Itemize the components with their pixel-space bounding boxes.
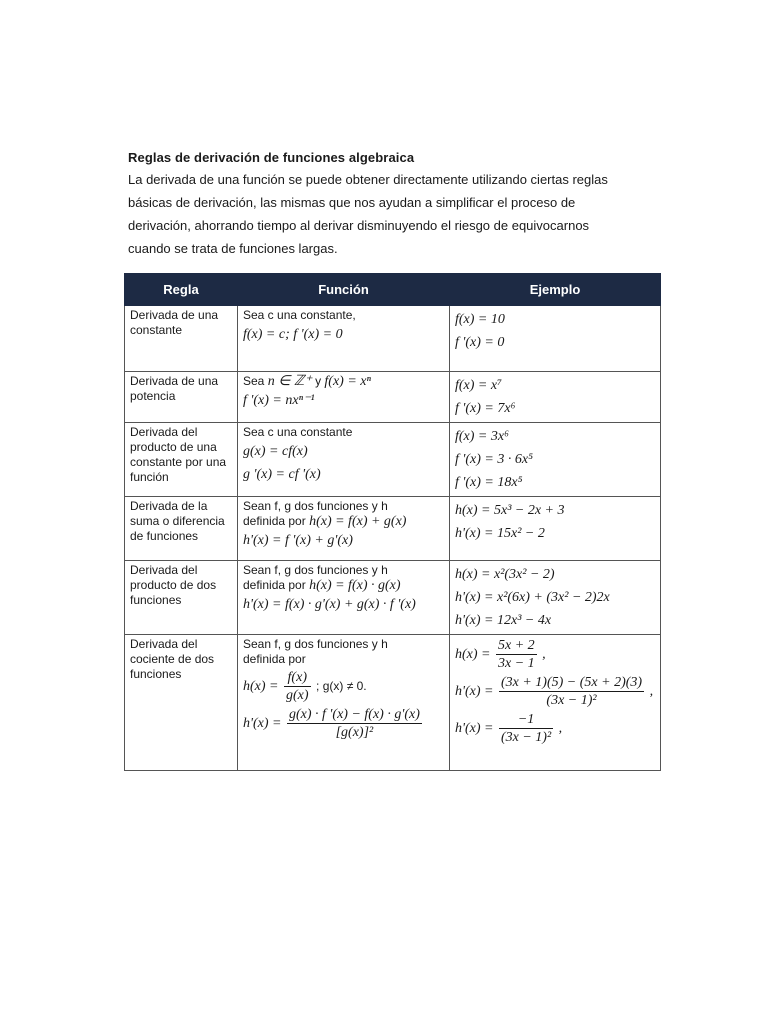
rule-cell: Derivada de una constante <box>125 306 238 372</box>
fraction <box>496 637 537 672</box>
formula-lhs: h'(x) = <box>455 684 494 699</box>
intro-line: derivación, ahorrando tiempo al derivar disminuyendo el riesgo de equivocarnos <box>128 218 590 233</box>
derivation-rules-table <box>124 273 661 771</box>
rule-cell: Derivada de la suma o diferencia de funciones <box>125 497 238 561</box>
fraction-denominator: (3x − 1)² <box>500 730 552 745</box>
function-formula: h(x) = f(x) · g(x) <box>309 578 401 593</box>
example-cell <box>450 306 661 372</box>
fraction-numerator: (3x + 1)(5) − (5x + 2)(3) <box>500 675 643 690</box>
example-formula <box>455 637 655 672</box>
header-funcion: Función <box>238 274 450 306</box>
example-formula: h(x) = 5x³ − 2x + 3 <box>455 503 565 518</box>
rule-cell: Derivada del producto de una constante por una función <box>125 423 238 497</box>
function-line <box>243 514 406 528</box>
fraction-denominator: [g(x)]² <box>335 725 374 740</box>
fraction <box>499 711 553 746</box>
example-formula: f '(x) = 18x⁵ <box>455 475 523 490</box>
table-row <box>125 561 661 635</box>
fraction-numerator: 5x + 2 <box>498 638 535 653</box>
example-formula: f(x) = x⁷ <box>455 378 502 393</box>
function-cell <box>238 423 450 497</box>
example-cell <box>450 497 661 561</box>
table-row <box>125 306 661 372</box>
example-formula: f '(x) = 7x⁶ <box>455 401 516 416</box>
table-row <box>125 423 661 497</box>
formula-lhs: h'(x) = <box>243 716 282 731</box>
fraction <box>287 706 422 741</box>
table-row <box>125 497 661 561</box>
formula-lhs: h(x) = <box>243 679 279 694</box>
function-text: definida por <box>243 514 306 528</box>
function-text: Sean f, g dos funciones y h <box>243 563 388 577</box>
function-formula: h(x) = f(x) + g(x) <box>309 514 407 529</box>
function-formula: n ∈ ℤ⁺ <box>267 374 312 389</box>
fraction-denominator: (3x − 1)² <box>546 693 597 708</box>
function-formula: h'(x) = f '(x) + g'(x) <box>243 533 353 548</box>
function-formula: g(x) = cf(x) <box>243 444 308 459</box>
rule-cell: Derivada de una potencia <box>125 372 238 423</box>
intro-paragraph <box>128 168 673 260</box>
intro-line: básicas de derivación, las mismas que nos ayudan a simplificar el proceso de <box>128 195 576 210</box>
function-text: Sean f, g dos funciones y h <box>243 499 388 513</box>
function-text: Sea c una constante, <box>243 308 356 322</box>
function-text: definida por <box>243 578 306 592</box>
example-formula: f '(x) = 3 · 6x⁵ <box>455 452 533 467</box>
example-cell <box>450 372 661 423</box>
table-header-row <box>125 274 661 306</box>
function-cell <box>238 561 450 635</box>
document-title: Reglas de derivación de funciones algebraica <box>128 150 415 165</box>
table-row <box>125 635 661 771</box>
example-cell <box>450 635 661 771</box>
formula-lhs: h'(x) = <box>455 721 494 736</box>
example-formula: f '(x) = 0 <box>455 335 505 350</box>
formula-punctuation: , <box>649 684 654 699</box>
function-formula: f(x) = xⁿ <box>324 374 371 389</box>
function-line <box>243 374 371 388</box>
function-text: Sea <box>243 374 265 388</box>
intro-line: cuando se trata de funciones largas. <box>128 241 338 256</box>
example-formula: f(x) = 3x⁶ <box>455 429 509 444</box>
fraction-numerator: f(x) <box>284 669 311 687</box>
example-cell <box>450 423 661 497</box>
fraction <box>499 674 644 709</box>
function-formula: f '(x) = nxⁿ⁻¹ <box>243 393 315 408</box>
example-formula <box>455 711 655 746</box>
fraction-numerator: −1 <box>499 711 553 729</box>
function-formula: f(x) = c; f '(x) = 0 <box>243 327 343 342</box>
example-formula <box>455 674 655 709</box>
function-text: y <box>315 374 322 388</box>
function-cell <box>238 497 450 561</box>
formula-punctuation: , <box>542 647 546 662</box>
fraction-denominator: g(x) <box>286 688 309 703</box>
example-formula: f(x) = 10 <box>455 312 505 327</box>
function-text: Sean f, g dos funciones y h <box>243 637 388 651</box>
function-text: definida por <box>243 652 306 666</box>
example-formula: h'(x) = 12x³ − 4x <box>455 613 552 628</box>
quotient-rule-formula <box>243 706 444 741</box>
table-row <box>125 372 661 423</box>
example-formula: h'(x) = 15x² − 2 <box>455 526 545 541</box>
function-formula: h'(x) = f(x) · g'(x) + g(x) · f '(x) <box>243 597 416 612</box>
fraction-denominator: 3x − 1 <box>498 656 535 671</box>
function-text: Sea c una constante <box>243 425 353 439</box>
quotient-definition <box>243 669 444 704</box>
rule-cell: Derivada del cociente de dos funciones <box>125 635 238 771</box>
example-formula: h'(x) = x²(6x) + (3x² − 2)2x <box>455 590 610 605</box>
fraction-numerator: g(x) · f '(x) − f(x) · g'(x) <box>288 707 420 722</box>
intro-line: La derivada de una función se puede obtener directamente utilizando ciertas reglas <box>128 172 608 187</box>
header-ejemplo: Ejemplo <box>450 274 661 306</box>
function-cell <box>238 306 450 372</box>
rule-cell: Derivada del producto de dos funciones <box>125 561 238 635</box>
fraction <box>284 669 311 704</box>
function-cell <box>238 372 450 423</box>
formula-punctuation: , <box>558 721 563 736</box>
function-formula: g '(x) = cf '(x) <box>243 467 321 482</box>
formula-lhs: h(x) = <box>455 647 491 662</box>
example-cell <box>450 561 661 635</box>
function-cell <box>238 635 450 771</box>
header-regla: Regla <box>125 274 238 306</box>
example-formula: h(x) = x²(3x² − 2) <box>455 567 555 582</box>
function-line <box>243 578 401 592</box>
formula-condition: ; g(x) ≠ 0. <box>316 679 367 693</box>
